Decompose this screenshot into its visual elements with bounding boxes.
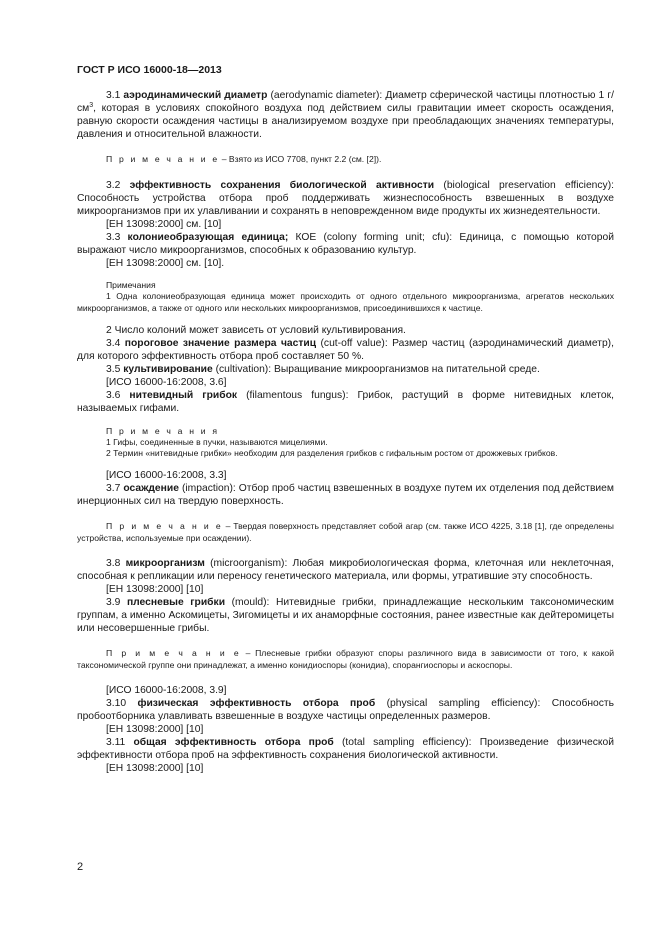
term-3-7 <box>77 482 614 508</box>
term-3-5 <box>77 363 614 376</box>
term-3-2 <box>77 179 614 218</box>
term-number: 3.1 <box>106 90 121 101</box>
reference: [ЕН 13098:2000] см. [10]. <box>106 258 225 270</box>
notes-heading: П р и м е ч а н и я <box>106 425 220 436</box>
reference: [ИСО 16000-16:2008, 3.6] <box>106 377 227 389</box>
reference: [ИСО 16000-16:2008, 3.3] <box>106 470 227 482</box>
document-body <box>77 89 614 775</box>
term-definition: (physical sampling efficiency): Способность пробоотборника улавливать взвешенные в воздухе частицы определенных размеров. <box>77 697 614 722</box>
term-3-1 <box>77 89 614 141</box>
term-name: осаждение <box>123 483 179 495</box>
term-3-9 <box>77 596 614 635</box>
note-label: П р и м е ч а н и е <box>106 521 223 532</box>
note-text: – Взято из ИСО 7708, пункт 2.2 (см. [2]). <box>219 154 382 165</box>
term-3-6 <box>77 389 614 415</box>
term-name: эффективность сохранения биологической активности <box>129 179 435 191</box>
note-3-7 <box>77 521 614 543</box>
term-3-4 <box>77 337 614 363</box>
term-definition: (cultivation): Выращивание микроорганизмов на питательной среде. <box>212 364 540 376</box>
document-header: ГОСТ Р ИСО 16000-18—2013 <box>77 64 222 76</box>
reference: [ЕН 13098:2000] [10] <box>106 763 204 775</box>
term-name: общая эффективность отбора проб <box>133 737 334 749</box>
term-name: колониеобразующая единица; <box>127 231 289 243</box>
term-definition: (impaction): Отбор проб частиц взвешенных в воздухе путем их отделения под действием инерционных сил на твердую поверхность. <box>77 483 614 508</box>
term-definition: (total sampling efficiency): Произведение физической эффективности отбора проб на эффективность сохранения биологической активности. <box>77 737 615 762</box>
term-definition-cont: , которая в условиях спокойного воздуха под действием силы гравитации имеет скорость осаждения, равную скорости осаждения частицы в анализируемом воздухе при преобладающих значениях температуры, давления и относительной влажности. <box>77 103 614 141</box>
note-item: 1 Одна колониеобразующая единица может происходить от одного отдельного микроорганизма, агрегатов нескольких микроорганизмов, а также от одного или нескольких микроорганизмов, присоединившихся к частице. <box>77 291 614 313</box>
term-definition: (aerodynamic diameter): Диаметр сферической частицы плотностью 1 г/см <box>77 90 614 115</box>
term-name: плесневые грибки <box>126 597 226 609</box>
reference: [ЕН 13098:2000] [10] <box>106 724 204 736</box>
note-text: – Плесневые грибки образуют споры различного вида в зависимости от того, к какой таксономической группе они принадлежат, а именно конидиоспоры (конидиа), спорангиоспоры и аскоспоры. <box>77 648 614 670</box>
term-number: 3.2 <box>106 179 121 191</box>
note-text: – Твердая поверхность представляет собой агар (см. также ИСО 4225, 3.18 [1], где определены устройства, используемые при осаждении). <box>77 521 614 543</box>
reference: [ЕН 13098:2000] [10] <box>106 583 204 595</box>
note-item: 2 Термин «нитевидные грибки» необходим для разделения грибков с гифальным ростом от дрожжевых грибков. <box>106 447 558 458</box>
term-definition: (microorganism): Любая микробиологическая форма, клеточная или неклеточная, способная к репликации или переносу генетического материала, или формы, утратившие эту способность. <box>77 557 614 582</box>
term-definition: (biological preservation efficiency): Способность устройства отбора проб поддерживать жизнеспособность взвешенных в воздухе микроорганизмов при их улавливании и сохранять в неповрежденном виде продукты их жизнедеятельности. <box>77 179 614 217</box>
term-definition: (cut-off value): Размер частиц (аэродинамический диаметр), для которого эффективность отбора проб составляет 50 %. <box>77 337 614 363</box>
note-label: П р и м е ч а н и е <box>106 154 220 165</box>
term-3-3 <box>77 231 614 257</box>
reference: [ЕН 13098:2000] см. [10] <box>106 218 222 230</box>
note-item: 1 Гифы, соединенные в пучки, называются мицелиями. <box>106 436 328 447</box>
note-label: П р и м е ч а н и е <box>106 648 241 659</box>
term-number: 3.10 <box>106 697 127 709</box>
term-number: 3.5 <box>106 364 121 376</box>
page-number: 2 <box>77 861 84 873</box>
term-number: 3.7 <box>106 483 121 495</box>
note-3-1 <box>77 154 614 165</box>
term-number: 3.11 <box>106 737 126 749</box>
term-name: аэродинамический диаметр <box>123 90 268 101</box>
note-item: 2 Число колоний может зависеть от условий культивирования. <box>106 324 406 336</box>
term-3-10 <box>77 697 614 723</box>
term-number: 3.4 <box>106 337 121 349</box>
term-name: физическая эффективность отбора проб <box>137 697 376 709</box>
notes-heading: Примечания <box>106 280 156 291</box>
term-number: 3.3 <box>106 231 121 243</box>
term-name: пороговое значение размера частиц <box>124 337 317 349</box>
term-3-11 <box>77 736 614 762</box>
term-number: 3.9 <box>106 597 121 609</box>
term-number: 3.6 <box>106 390 121 402</box>
term-name: микроорганизм <box>125 557 205 569</box>
term-name: нитевидный грибок <box>129 390 238 402</box>
reference: [ИСО 16000-16:2008, 3.9] <box>106 684 227 696</box>
term-definition: (mould): Нитевидные грибки, принадлежащие нескольким таксономическим группам, а именно Аскомицеты, Зигомицеты и их анаморфные состояния, ранее известные как дейтеромицеты или несовершенные грибы. <box>77 597 614 635</box>
term-number: 3.8 <box>106 557 121 569</box>
note-3-9 <box>77 648 614 670</box>
superscript: 3 <box>89 102 94 110</box>
term-definition: КОЕ (colony forming unit; cfu): Единица, с помощью которой выражают число микроорганизмов, способных к образованию культур. <box>77 231 614 257</box>
term-definition: (filamentous fungus): Грибок, растущий в форме нитевидных клеток, называемых гифами. <box>77 390 614 415</box>
term-name: культивирование <box>123 364 213 376</box>
term-3-8 <box>77 557 614 583</box>
